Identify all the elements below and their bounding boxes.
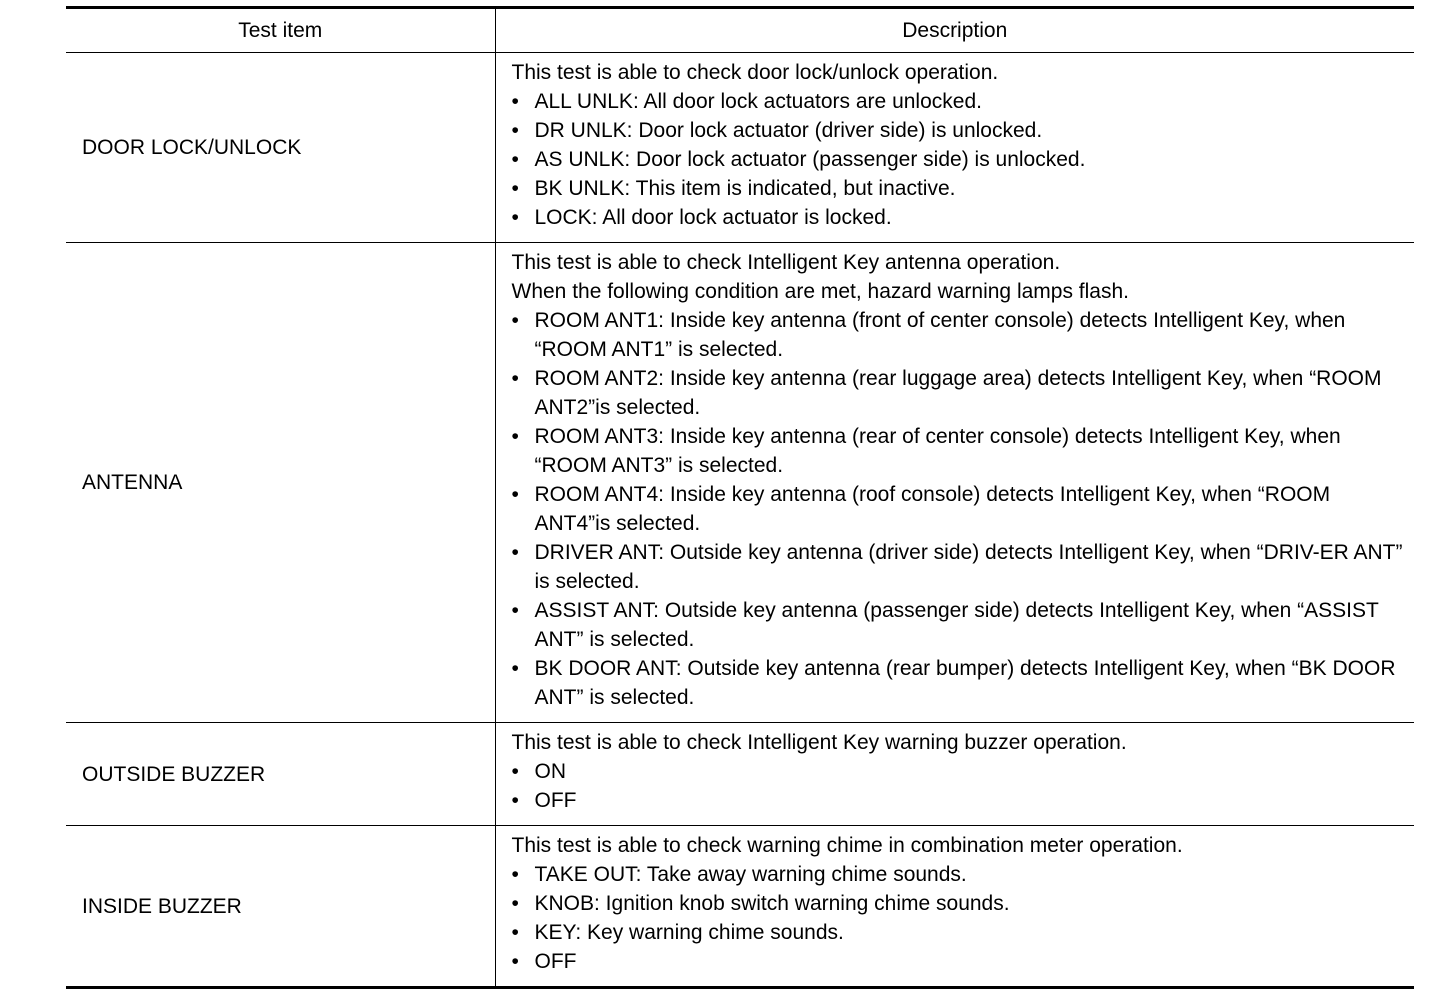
bullet-item: • KEY: Key warning chime sounds. (512, 918, 1405, 947)
bullet-list (512, 757, 1405, 815)
bullet-item: • ROOM ANT4: Inside key antenna (roof console) detects Intelligent Key, when “ROOM ANT4”is selected. (512, 480, 1405, 538)
table-row (66, 826, 1414, 988)
description-cell (495, 53, 1414, 243)
description-cell (495, 723, 1414, 826)
header-description: Description (495, 8, 1414, 53)
bullet-item: • TAKE OUT: Take away warning chime sounds. (512, 860, 1405, 889)
bullet-item: • LOCK: All door lock actuator is locked. (512, 203, 1405, 232)
header-test-item: Test item (66, 8, 495, 53)
description-line: This test is able to check Intelligent Key warning buzzer operation. (511, 731, 1127, 754)
test-item-table (66, 6, 1414, 989)
bullet-item: • ROOM ANT3: Inside key antenna (rear of center console) detects Intelligent Key, when “ROOM ANT3” is selected. (512, 422, 1405, 480)
table-row (66, 53, 1414, 243)
table-row (66, 243, 1414, 723)
description-line: This test is able to check warning chime in combination meter operation. (511, 834, 1183, 857)
description-line: This test is able to check door lock/unlock operation. (511, 61, 999, 84)
bullet-item: • OFF (512, 947, 1405, 976)
bullet-list (512, 860, 1405, 976)
bullet-item: • ASSIST ANT: Outside key antenna (passenger side) detects Intelligent Key, when “ASSIST ANT” is selected. (512, 596, 1405, 654)
test-item-cell: INSIDE BUZZER (66, 826, 495, 988)
bullet-item: • BK UNLK: This item is indicated, but inactive. (512, 174, 1405, 203)
bullet-item: • BK DOOR ANT: Outside key antenna (rear bumper) detects Intelligent Key, when “BK DOOR ANT” is selected. (512, 654, 1405, 712)
bullet-item: • DRIVER ANT: Outside key antenna (driver side) detects Intelligent Key, when “DRIV-ER ANT” is selected. (512, 538, 1405, 596)
bullet-item: • ON (512, 757, 1405, 786)
description-line: When the following condition are met, hazard warning lamps flash. (511, 280, 1129, 303)
test-item-cell: OUTSIDE BUZZER (66, 723, 495, 826)
bullet-list (512, 87, 1405, 232)
bullet-item: • ROOM ANT2: Inside key antenna (rear luggage area) detects Intelligent Key, when “ROOM ANT2”is selected. (512, 364, 1405, 422)
table-row (66, 723, 1414, 826)
bullet-item: • ROOM ANT1: Inside key antenna (front of center console) detects Intelligent Key, when “ROOM ANT1” is selected. (512, 306, 1405, 364)
bullet-item: • OFF (512, 786, 1405, 815)
bullet-list (512, 306, 1405, 712)
description-cell (495, 826, 1414, 988)
bullet-item: • ALL UNLK: All door lock actuators are unlocked. (512, 87, 1405, 116)
description-cell (495, 243, 1414, 723)
bullet-item: • AS UNLK: Door lock actuator (passenger side) is unlocked. (512, 145, 1405, 174)
bullet-item: • KNOB: Ignition knob switch warning chime sounds. (512, 889, 1405, 918)
test-item-cell: DOOR LOCK/UNLOCK (66, 53, 495, 243)
test-item-cell: ANTENNA (66, 243, 495, 723)
bullet-item: • DR UNLK: Door lock actuator (driver side) is unlocked. (512, 116, 1405, 145)
description-line: This test is able to check Intelligent Key antenna operation. (511, 251, 1061, 274)
header-row (66, 8, 1414, 53)
